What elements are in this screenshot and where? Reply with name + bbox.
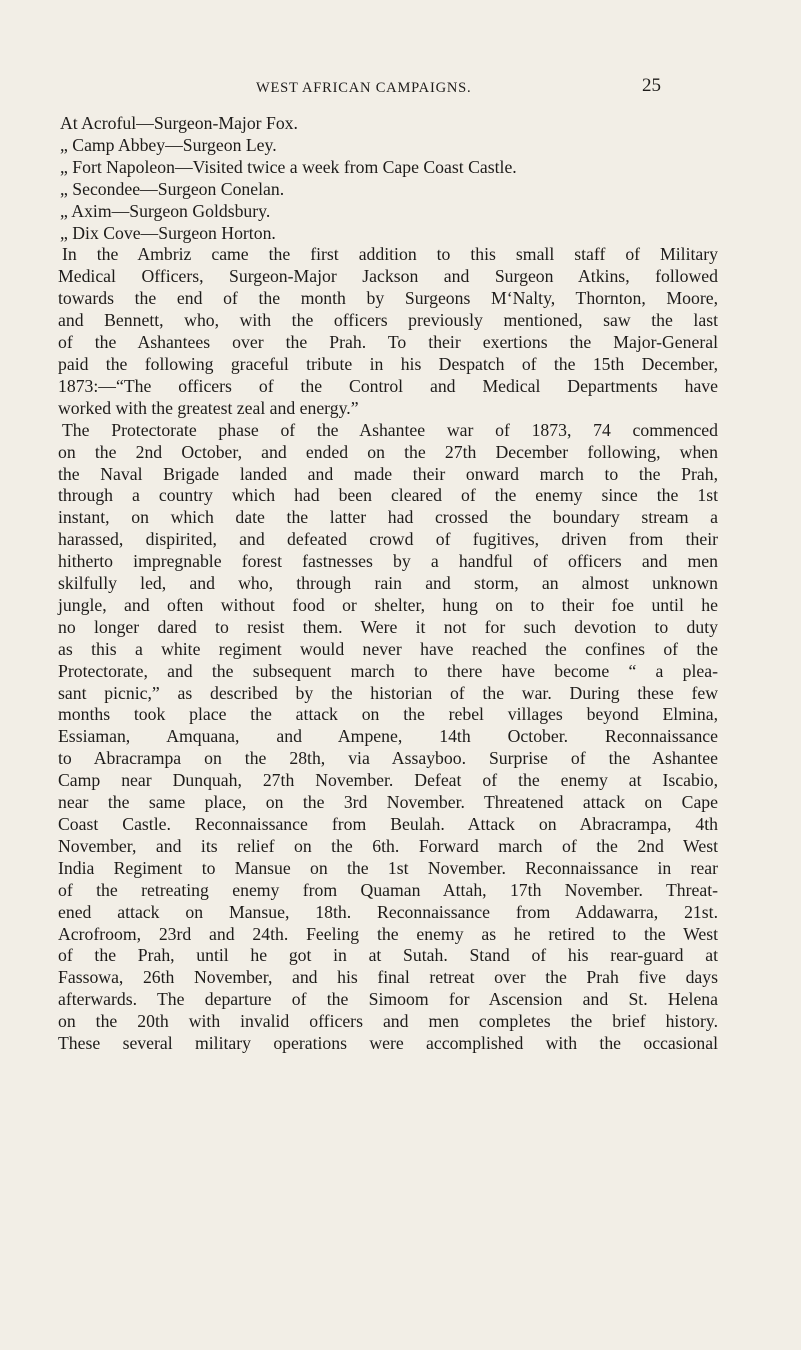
text-line: harassed, dispirited, and defeated crowd of fugitives, driven from their (58, 529, 718, 550)
text-line: sant picnic,” as described by the historian of the war. During these few (58, 682, 718, 703)
text-line: hitherto impregnable forest fastnesses by a handful of officers and men (58, 551, 718, 572)
text-line: „ Camp Abbey—Surgeon Ley. (60, 134, 277, 155)
text-line: Essiaman, Amquana, and Ampene, 14th October. Reconnaissance (58, 726, 718, 747)
body-text (58, 113, 718, 1055)
text-line: towards the end of the month by Surgeons M‘Nalty, Thornton, Moore, (58, 288, 718, 309)
text-line: At Acroful—Surgeon-Major Fox. (60, 113, 298, 133)
text-line: „ Secondee—Surgeon Conelan. (60, 178, 285, 199)
running-head: WEST AFRICAN CAMPAIGNS. (256, 80, 472, 96)
text-line: Fassowa, 26th November, and his final retreat over the Prah five days (58, 967, 718, 988)
text-line: Acrofroom, 23rd and 24th. Feeling the enemy as he retired to the West (58, 923, 718, 944)
text-line: months took place the attack on the rebel villages beyond Elmina, (58, 704, 718, 725)
page-header (0, 75, 801, 110)
text-line: These several military operations were accomplished with the occasional (58, 1033, 718, 1054)
text-line: to Abracrampa on the 28th, via Assayboo. Surprise of the Ashantee (58, 748, 718, 769)
text-line: Medical Officers, Surgeon-Major Jackson and Surgeon Atkins, followed (58, 266, 718, 287)
text-line: November, and its relief on the 6th. Forward march of the 2nd West (58, 835, 718, 856)
text-line: skilfully led, and who, through rain and storm, an almost unknown (58, 573, 718, 594)
text-line: as this a white regiment would never have reached the confines of the (58, 638, 718, 659)
text-line: „ Axim—Surgeon Goldsbury. (60, 200, 271, 221)
text-line: Camp near Dunquah, 27th November. Defeat of the enemy at Iscabio, (58, 770, 718, 791)
text-line: instant, on which date the latter had crossed the boundary stream a (58, 507, 718, 528)
text-line: worked with the greatest zeal and energy.” (58, 397, 359, 418)
text-line: on the 20th with invalid officers and men completes the brief history. (58, 1011, 718, 1032)
text-line: no longer dared to resist them. Were it not for such devotion to duty (58, 616, 718, 637)
text-line: on the 2nd October, and ended on the 27th December following, when (58, 441, 718, 462)
text-line: and Bennett, who, with the officers previously mentioned, saw the last (58, 310, 718, 331)
text-line: through a country which had been cleared of the enemy since the 1st (58, 485, 718, 506)
text-line: In the Ambriz came the first addition to this small staff of Military (62, 244, 718, 265)
text-line: the Naval Brigade landed and made their onward march to the Prah, (58, 463, 718, 484)
text-line: of the retreating enemy from Quaman Attah, 17th November. Threat- (58, 879, 718, 900)
text-line: of the Ashantees over the Prah. To their exertions the Major-General (58, 332, 718, 353)
text-line: jungle, and often without food or shelter, hung on to their foe until he (58, 594, 718, 615)
text-line: India Regiment to Mansue on the 1st November. Reconnaissance in rear (58, 857, 718, 878)
text-line: The Protectorate phase of the Ashantee war of 1873, 74 commenced (62, 419, 718, 440)
text-line: „ Dix Cove—Surgeon Horton. (60, 222, 276, 243)
text-line: 1873:—“The officers of the Control and Medical Departments have (58, 375, 718, 396)
text-line: Protectorate, and the subsequent march to there have become “ a plea- (58, 660, 718, 681)
text-line: „ Fort Napoleon—Visited twice a week from Cape Coast Castle. (60, 156, 517, 177)
text-line: Coast Castle. Reconnaissance from Beulah. Attack on Abracrampa, 4th (58, 814, 718, 834)
text-line: ened attack on Mansue, 18th. Reconnaissance from Addawarra, 21st. (58, 901, 718, 922)
page-number: 25 (642, 75, 661, 96)
text-line: of the Prah, until he got in at Sutah. Stand of his rear-guard at (58, 945, 718, 966)
text-line: afterwards. The departure of the Simoom for Ascension and St. Helena (58, 989, 718, 1010)
text-line: near the same place, on the 3rd November. Threatened attack on Cape (58, 792, 718, 813)
text-line: paid the following graceful tribute in his Despatch of the 15th December, (58, 353, 718, 374)
